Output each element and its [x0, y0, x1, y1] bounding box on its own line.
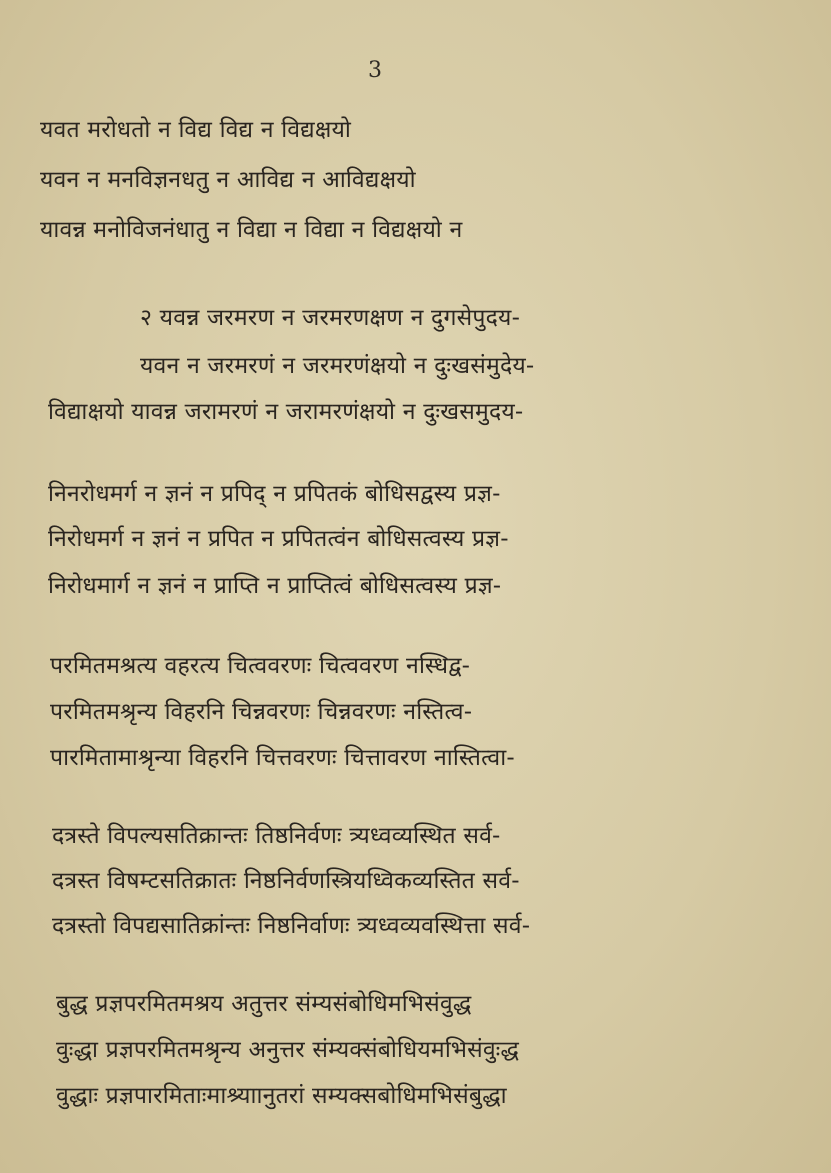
text-line: वुःद्धा प्रज्ञपरमितमश्रृन्य अनुत्तर संम्यक्संबोधियमभिसंवुःद्ध: [56, 1037, 520, 1063]
page-number: 3: [368, 58, 382, 83]
text-line: निरोधमार्ग न ज्ञनं न प्राप्ति न प्राप्तित्वं बोधिसत्वस्य प्रज्ञ-: [48, 573, 502, 599]
text-line: वुद्धाः प्रज्ञपारमिताःमाश्र्याानुतरां सम्यक्सबोधिमभिसंबुद्धा: [56, 1083, 507, 1109]
text-line: परमितमश्रत्य वहरत्य चित्ववरणः चित्ववरण नस्धिद्व-: [50, 653, 471, 679]
text-line: दत्रस्तो विपद्यसातिक्रांन्तः निष्ठनिर्वाणः त्र्यध्वव्यवस्थित्ता सर्व-: [52, 913, 531, 939]
text-line: निरोधमर्ग न ज्ञनं न प्रपित न प्रपितत्वंन बोधिसत्वस्य प्रज्ञ-: [48, 526, 509, 552]
text-line: यावन्न मनोविजनंधातु न विद्या न विद्या न विद्यक्षयो न: [40, 217, 463, 243]
text-line: दत्रस्त विषम्टसतिक्रातः निष्ठनिर्वणस्त्रियध्विकव्यस्तित सर्व-: [52, 868, 520, 894]
text-line: यवन न मनविज्ञनधतु न आविद्य न आविद्यक्षयो: [40, 167, 416, 193]
text-line: यवन न जरमरणं न जरमरणंक्षयो न दुःखसंमुदेय-: [140, 353, 535, 379]
text-line: बुद्ध प्रज्ञपरमितमश्रय अतुत्तर संम्यसंबोधिमभिसंवुद्ध: [56, 991, 472, 1017]
text-line: २ यवन्न जरमरण न जरमरणक्षण न दुगसेपुदय-: [140, 305, 521, 331]
text-line: विद्याक्षयो यावन्न जरामरणं न जरामरणंक्षयो न दुःखसमुदय-: [48, 399, 524, 425]
text-line: परमितमश्रृन्य विहरनि चिन्नवरणः चिन्नवरणः नस्तित्व-: [50, 699, 473, 725]
text-line: पारमितामाश्रृन्या विहरनि चित्तवरणः चित्तावरण नास्तित्वा-: [50, 745, 515, 771]
text-line: यवत मरोधतो न विद्य विद्य न विद्यक्षयो: [40, 117, 352, 143]
text-line: निनरोधमर्ग न ज्ञनं न प्रपिद् न प्रपितकं बोधिसद्वस्य प्रज्ञ-: [48, 481, 501, 507]
text-line: दत्रस्ते विपल्यसतिक्रान्तः तिष्ठनिर्वणः त्र्यध्वव्यस्थित सर्व-: [52, 823, 501, 849]
